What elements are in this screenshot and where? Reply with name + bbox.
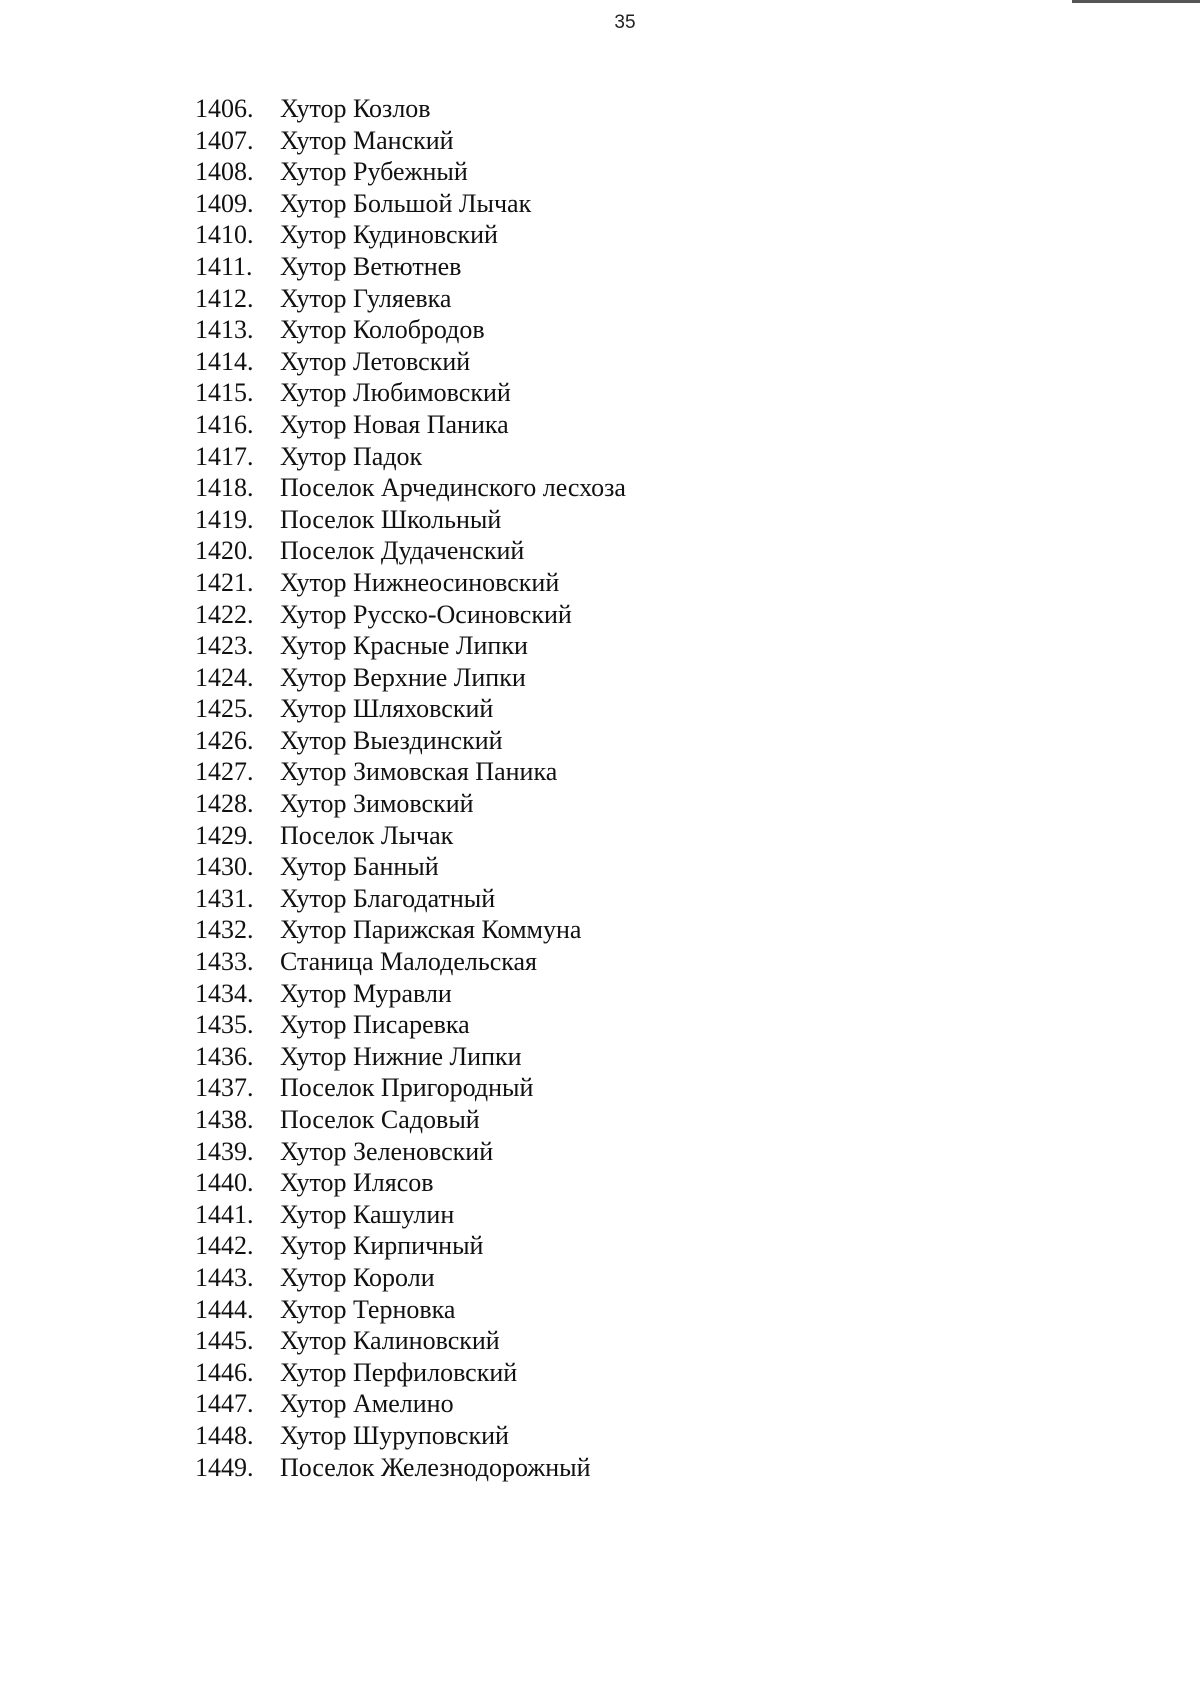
item-number: 1439. (195, 1136, 254, 1166)
item-name: Хутор Терновка (280, 1294, 456, 1324)
item-name: Хутор Нижние Липки (280, 1041, 522, 1071)
item-number: 1432. (195, 915, 254, 945)
item-name: Хутор Зеленовский (280, 1136, 494, 1166)
item-number: 1421. (195, 567, 254, 597)
list-item (195, 1294, 626, 1326)
item-name: Поселок Школьный (280, 504, 502, 534)
item-name: Хутор Колобродов (280, 315, 485, 345)
item-name: Хутор Большой Лычак (280, 188, 532, 218)
item-number: 1445. (195, 1326, 254, 1356)
item-number: 1434. (195, 978, 254, 1008)
list-item (195, 1230, 626, 1262)
item-name: Хутор Калиновский (280, 1326, 500, 1356)
list-item (195, 1009, 626, 1041)
item-number: 1429. (195, 820, 254, 850)
item-name: Хутор Шляховский (280, 694, 494, 724)
item-number: 1442. (195, 1231, 254, 1261)
list-item (195, 377, 626, 409)
list-item (195, 567, 626, 599)
item-number: 1422. (195, 599, 254, 629)
item-number: 1415. (195, 378, 254, 408)
item-number: 1410. (195, 220, 254, 250)
item-name: Хутор Зимовская Паника (280, 757, 558, 787)
item-number: 1419. (195, 504, 254, 534)
item-number: 1427. (195, 757, 254, 787)
list-item (195, 314, 626, 346)
list-item (195, 409, 626, 441)
top-edge-rule (1072, 0, 1200, 3)
item-number: 1430. (195, 852, 254, 882)
item-number: 1428. (195, 789, 254, 819)
list-item (195, 156, 626, 188)
item-number: 1411. (195, 251, 253, 281)
item-name: Хутор Русско-Осиновский (280, 599, 572, 629)
item-number: 1431. (195, 883, 254, 913)
item-name: Хутор Перфиловский (280, 1357, 518, 1387)
item-name: Хутор Падок (280, 441, 423, 471)
list-item (195, 1136, 626, 1168)
list-item (195, 1041, 626, 1073)
item-number: 1435. (195, 1010, 254, 1040)
list-item (195, 820, 626, 852)
list-item (195, 725, 626, 757)
list-item (195, 630, 626, 662)
item-number: 1417. (195, 441, 254, 471)
item-number: 1426. (195, 725, 254, 755)
list-item (195, 978, 626, 1010)
list-item (195, 93, 626, 125)
item-number: 1408. (195, 157, 254, 187)
list-item (195, 599, 626, 631)
item-name: Хутор Гуляевка (280, 283, 452, 313)
item-name: Хутор Писаревка (280, 1010, 470, 1040)
list-item (195, 1388, 626, 1420)
item-number: 1438. (195, 1105, 254, 1134)
item-name: Хутор Рубежный (280, 157, 468, 187)
list-item (195, 883, 626, 915)
item-number: 1448. (195, 1420, 254, 1450)
item-number: 1433. (195, 947, 254, 977)
item-number: 1449. (195, 1452, 254, 1482)
item-name: Хутор Парижская Коммуна (280, 915, 582, 945)
list-item (195, 188, 626, 220)
list-item (195, 693, 626, 725)
list-item (195, 441, 626, 473)
item-number: 1406. (195, 94, 254, 123)
list-item (195, 346, 626, 378)
list-item (195, 1104, 626, 1136)
item-name: Хутор Благодатный (280, 883, 496, 913)
item-name: Хутор Любимовский (280, 378, 511, 408)
list-item (195, 283, 626, 315)
item-name: Поселок Арчединского лесхоза (280, 473, 626, 503)
item-number: 1416. (195, 409, 254, 439)
item-name: Поселок Пригородный (280, 1073, 534, 1103)
item-name: Хутор Шуруповский (280, 1420, 509, 1450)
item-name: Хутор Нижнеосиновский (280, 567, 560, 597)
list-item (195, 1357, 626, 1389)
item-name: Хутор Зимовский (280, 789, 474, 819)
list-item (195, 851, 626, 883)
list-item (195, 788, 626, 820)
item-name: Хутор Верхние Липки (280, 662, 526, 692)
item-name: Хутор Выездинский (280, 725, 503, 755)
list-item (195, 251, 626, 283)
item-name: Поселок Дудаченский (280, 536, 525, 566)
item-number: 1409. (195, 188, 254, 218)
item-name: Хутор Манский (280, 125, 454, 155)
item-number: 1443. (195, 1262, 254, 1292)
item-number: 1423. (195, 631, 254, 661)
list-item (195, 1452, 626, 1484)
item-number: 1414. (195, 346, 254, 376)
item-number: 1420. (195, 536, 254, 566)
page-number: 35 (614, 12, 636, 33)
list-item (195, 946, 626, 978)
item-name: Хутор Ветютнев (280, 251, 462, 281)
item-name: Поселок Железнодорожный (280, 1452, 591, 1482)
item-name: Поселок Лычак (280, 820, 454, 850)
list-item (195, 1167, 626, 1199)
item-number: 1441. (195, 1199, 254, 1229)
list-item (195, 535, 626, 567)
list-item (195, 662, 626, 694)
item-number: 1425. (195, 694, 254, 724)
item-name: Хутор Муравли (280, 978, 452, 1008)
item-name: Хутор Короли (280, 1262, 435, 1292)
list-item (195, 1325, 626, 1357)
list-item (195, 472, 626, 504)
item-number: 1446. (195, 1357, 254, 1387)
list-item (195, 756, 626, 788)
item-name: Хутор Новая Паника (280, 409, 509, 439)
list-item (195, 1420, 626, 1452)
item-number: 1440. (195, 1168, 254, 1198)
item-name: Хутор Кашулин (280, 1199, 455, 1229)
list-item (195, 1199, 626, 1231)
list-item (195, 219, 626, 251)
item-name: Хутор Илясов (280, 1168, 434, 1198)
item-name: Поселок Садовый (280, 1105, 480, 1134)
item-name: Хутор Летовский (280, 346, 471, 376)
item-number: 1424. (195, 662, 254, 692)
list-item (195, 1262, 626, 1294)
item-number: 1418. (195, 473, 254, 503)
item-name: Станица Малодельская (280, 947, 537, 977)
item-number: 1444. (195, 1294, 254, 1324)
item-number: 1412. (195, 283, 254, 313)
item-name: Хутор Кирпичный (280, 1231, 484, 1261)
list-item (195, 125, 626, 157)
item-name: Хутор Банный (280, 852, 439, 882)
item-name: Хутор Амелино (280, 1389, 454, 1419)
item-name: Хутор Козлов (280, 94, 431, 123)
item-number: 1413. (195, 315, 254, 345)
list-item (195, 504, 626, 536)
settlement-list (195, 93, 626, 1483)
item-name: Хутор Кудиновский (280, 220, 498, 250)
item-number: 1436. (195, 1041, 254, 1071)
item-number: 1407. (195, 125, 254, 155)
list-item (195, 1072, 626, 1104)
item-number: 1437. (195, 1073, 254, 1103)
item-name: Хутор Красные Липки (280, 631, 528, 661)
list-item (195, 914, 626, 946)
item-number: 1447. (195, 1389, 254, 1419)
